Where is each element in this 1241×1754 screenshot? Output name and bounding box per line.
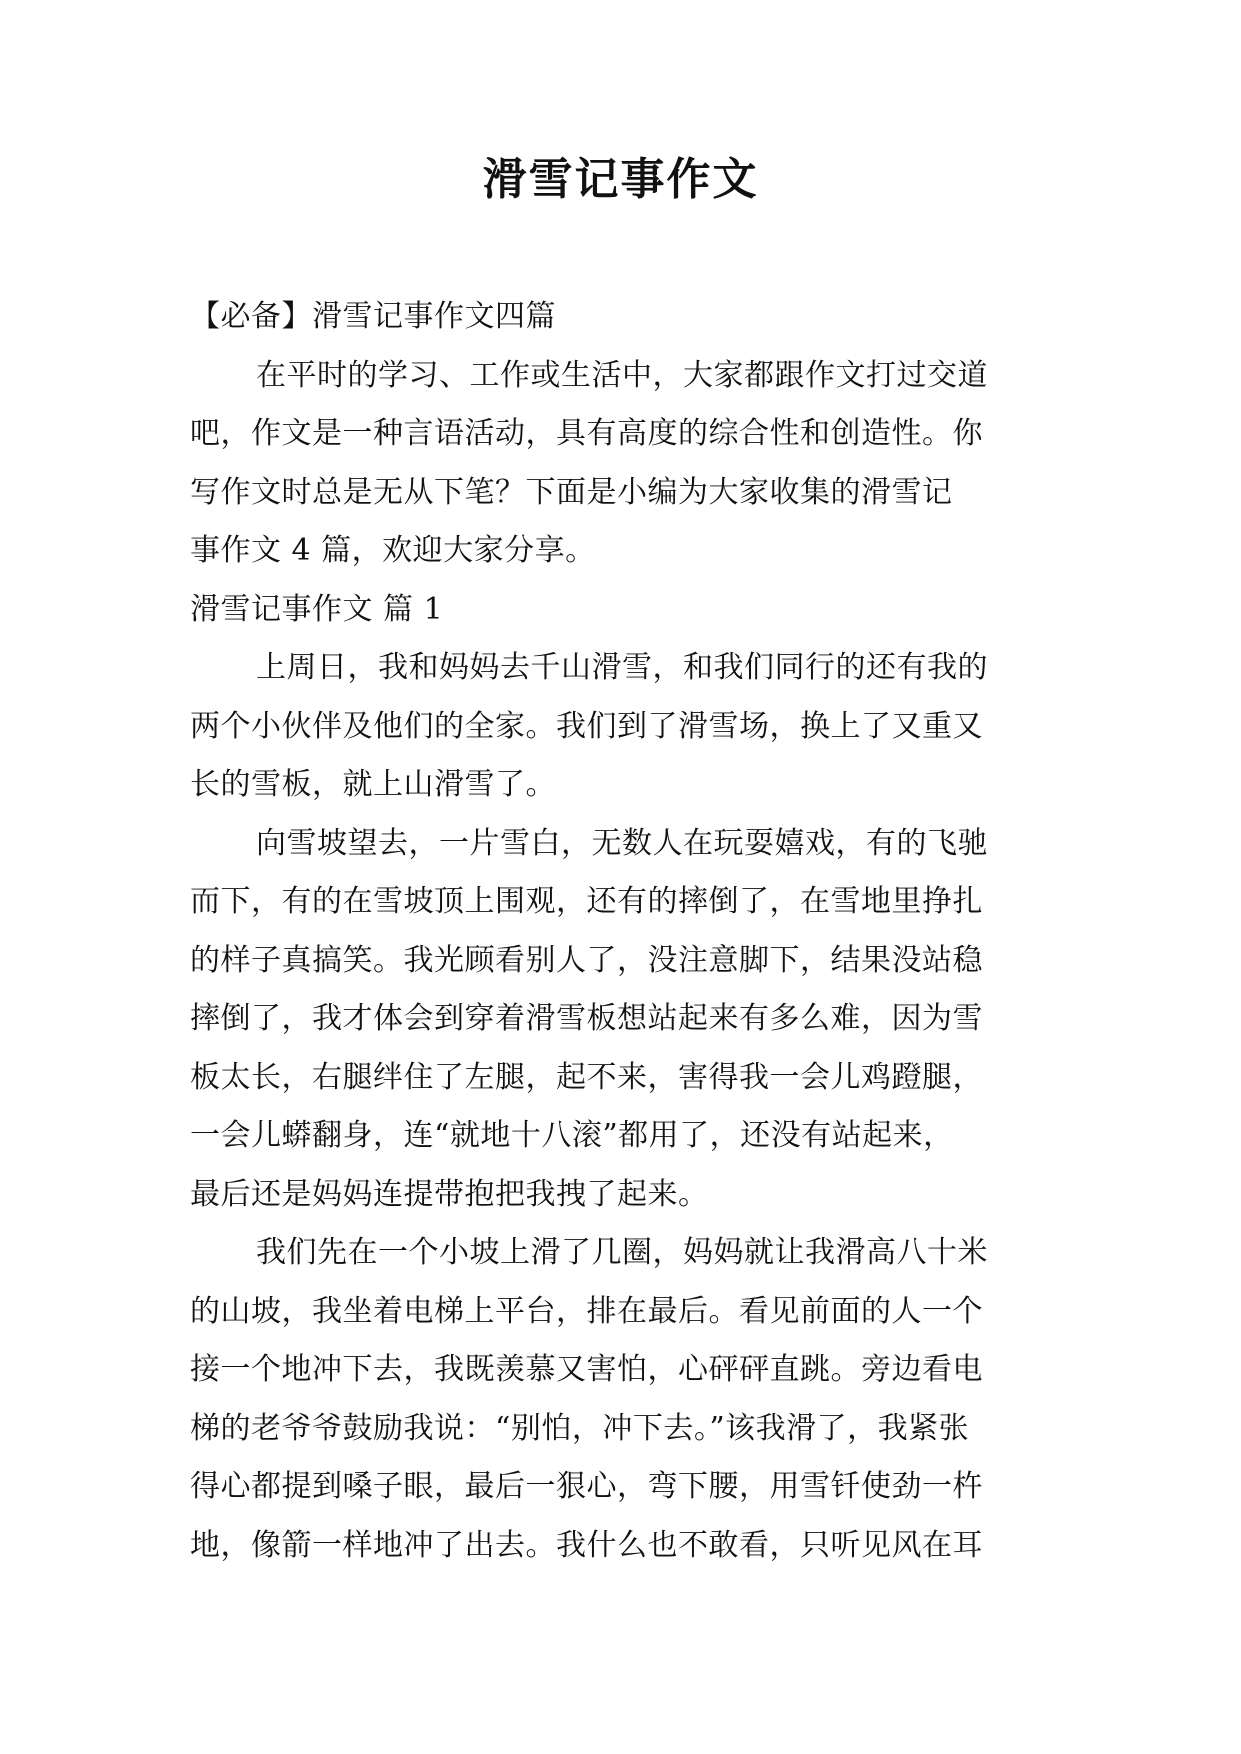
text-line: 一会儿蟒翻身，连“就地十八滚”都用了，还没有站起来，: [190, 1118, 954, 1153]
text-line: 最后还是妈妈连提带抱把我拽了起来。: [190, 1176, 709, 1212]
text-line: 吧，作文是一种言语活动，具有高度的综合性和创造性。你: [190, 416, 983, 451]
text-line: 的山坡，我坐着电梯上平台，排在最后。看见前面的人一个: [190, 1293, 983, 1329]
document-title: 滑雪记事作文: [482, 154, 759, 205]
text-line: 两个小伙伴及他们的全家。我们到了滑雪场，换上了又重又: [190, 708, 983, 744]
text-line: 地，像箭一样地冲了出去。我什么也不敢看，只听见风在耳: [190, 1527, 983, 1563]
text-line: 我们先在一个小坡上滑了几圈，妈妈就让我滑高八十米: [256, 1235, 988, 1270]
text-line: 向雪坡望去，一片雪白，无数人在玩耍嬉戏，有的飞驰: [256, 825, 988, 861]
text-line: 板太长，右腿绊住了左腿，起不来，害得我一会儿鸡蹬腿，: [190, 1059, 983, 1095]
text-line: 写作文时总是无从下笔？下面是小编为大家收集的滑雪记: [190, 474, 953, 510]
text-line: 梯的老爷爷鼓励我说：“别怕，冲下去。”该我滑了，我紧张: [190, 1410, 970, 1446]
text-line: 滑雪记事作文 篇 1: [190, 591, 444, 627]
text-line: 【必备】滑雪记事作文四篇: [190, 299, 556, 334]
text-line: 的样子真搞笑。我光顾看别人了，没注意脚下，结果没站稳: [190, 942, 983, 978]
text-line: 而下，有的在雪坡顶上围观，还有的摔倒了，在雪地里挣扎: [190, 884, 983, 919]
text-line: 在平时的学习、工作或生活中，大家都跟作文打过交道: [256, 357, 988, 393]
text-line: 得心都提到嗓子眼，最后一狠心，弯下腰，用雪钎使劲一杵: [190, 1469, 983, 1504]
text-line: 摔倒了，我才体会到穿着滑雪板想站起来有多么难，因为雪: [190, 1001, 983, 1036]
text-line: 事作文 4 篇，欢迎大家分享。: [190, 533, 596, 568]
text-line: 长的雪板，就上山滑雪了。: [190, 767, 556, 802]
text-line: 接一个地冲下去，我既羡慕又害怕，心砰砰直跳。旁边看电: [190, 1352, 983, 1387]
text-line: 上周日，我和妈妈去千山滑雪，和我们同行的还有我的: [256, 650, 988, 685]
document-body: [190, 288, 1052, 1575]
